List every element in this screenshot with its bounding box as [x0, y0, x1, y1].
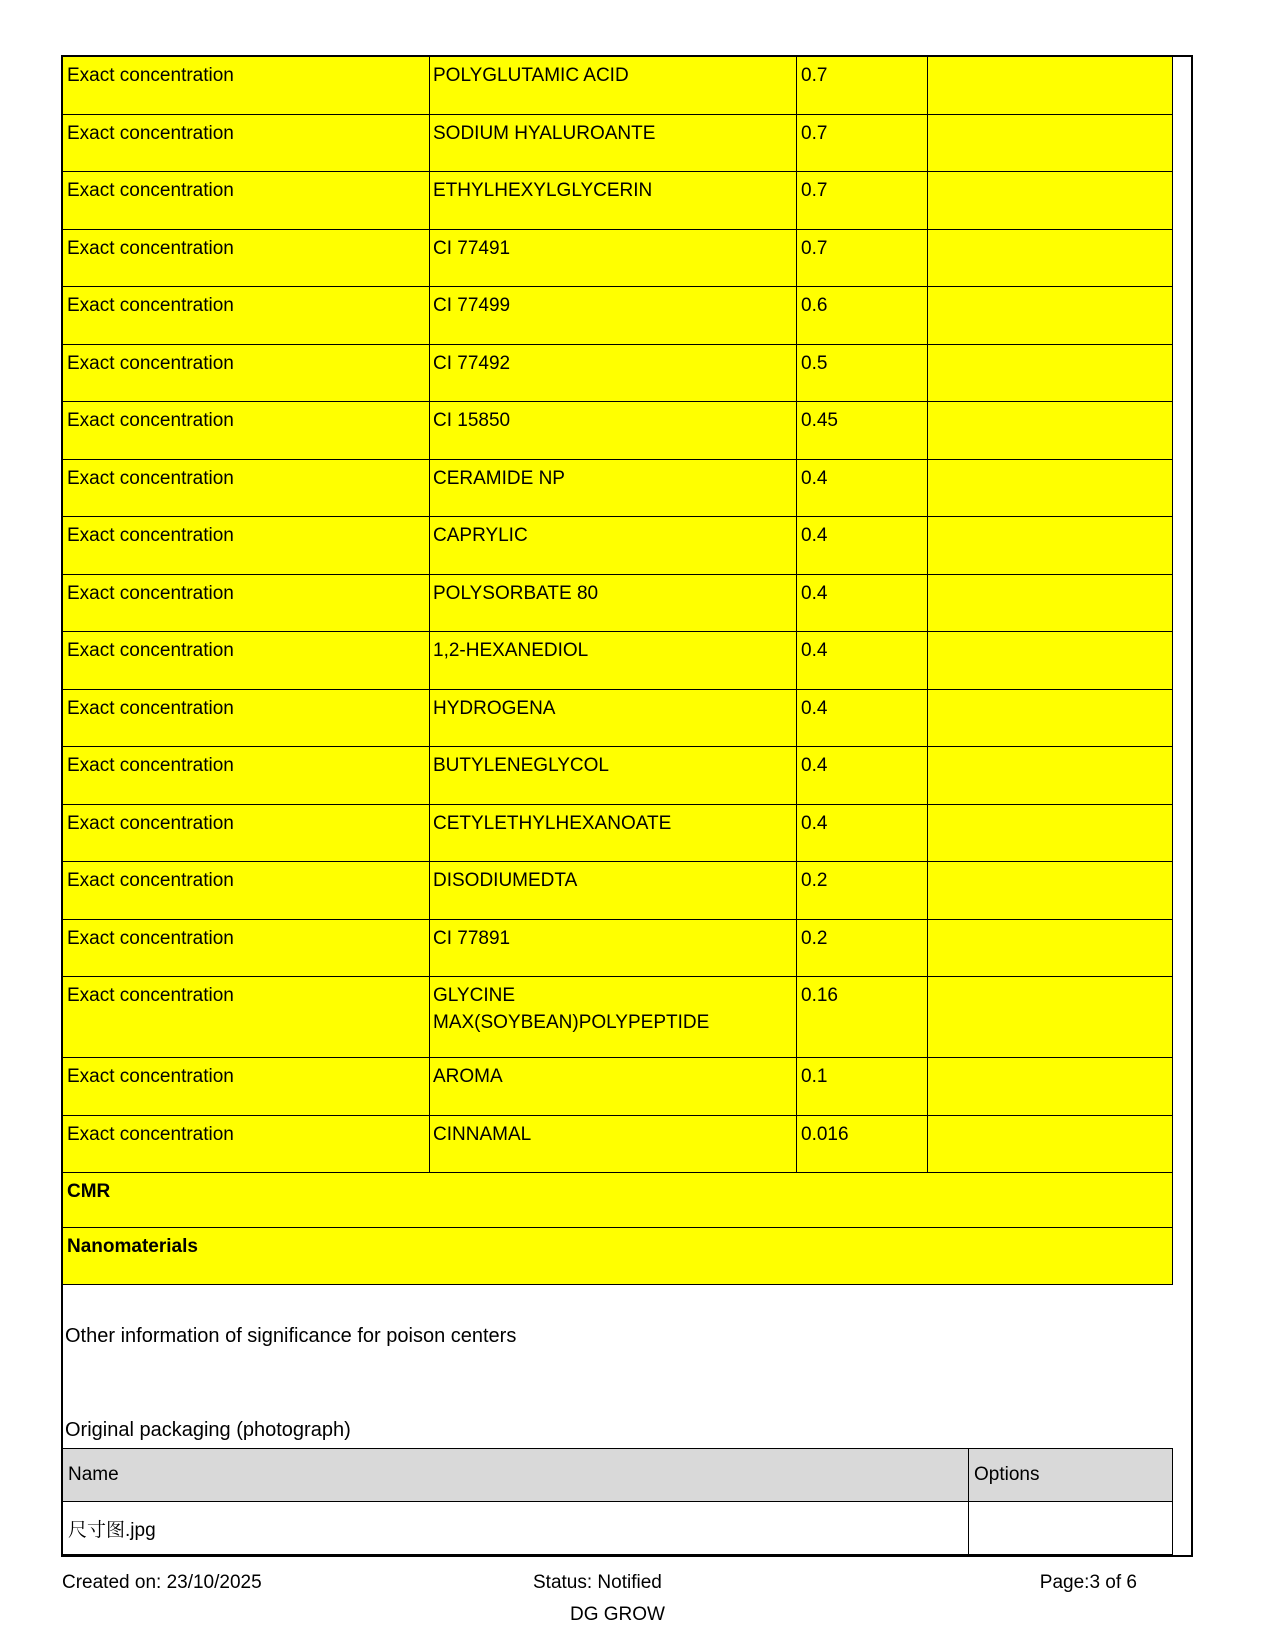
footer-status: Status: Notified	[533, 1572, 662, 1593]
concentration-type-cell: Exact concentration	[63, 172, 430, 230]
empty-cell	[928, 114, 1173, 172]
concentration-value-cell: 0.4	[797, 689, 928, 747]
concentration-type-cell: Exact concentration	[63, 919, 430, 977]
empty-cell	[928, 1115, 1173, 1173]
name-column-header: Name	[63, 1449, 969, 1502]
ingredient-name-cell: ETHYLHEXYLGLYCERIN	[430, 172, 797, 230]
packaging-file-row	[63, 1502, 1173, 1555]
ingredient-name-cell: HYDROGENA	[430, 689, 797, 747]
ingredient-name-cell: CAPRYLIC	[430, 517, 797, 575]
concentration-type-cell: Exact concentration	[63, 689, 430, 747]
empty-cell	[928, 57, 1173, 115]
concentration-type-cell: Exact concentration	[63, 517, 430, 575]
other-information-heading: Other information of significance for poison centers	[65, 1325, 517, 1347]
ingredient-row	[63, 229, 1173, 287]
ingredient-name-cell: DISODIUMEDTA	[430, 862, 797, 920]
concentration-type-cell: Exact concentration	[63, 229, 430, 287]
concentration-value-cell: 0.1	[797, 1058, 928, 1116]
ingredient-row	[63, 57, 1173, 115]
empty-cell	[928, 402, 1173, 460]
concentration-type-cell: Exact concentration	[63, 57, 430, 115]
concentration-type-cell: Exact concentration	[63, 632, 430, 690]
document-border	[61, 55, 1193, 1557]
cmr-label: CMR	[63, 1173, 1173, 1228]
empty-cell	[928, 632, 1173, 690]
ingredient-name-cell: CI 77891	[430, 919, 797, 977]
ingredient-row	[63, 919, 1173, 977]
ingredient-name-cell: GLYCINE MAX(SOYBEAN)POLYPEPTIDE	[430, 977, 797, 1058]
empty-cell	[928, 689, 1173, 747]
ingredient-row	[63, 287, 1173, 345]
empty-cell	[928, 574, 1173, 632]
ingredient-row	[63, 632, 1173, 690]
packaging-header-row	[63, 1449, 1173, 1502]
empty-cell	[928, 1058, 1173, 1116]
concentration-type-cell: Exact concentration	[63, 977, 430, 1058]
ingredient-row	[63, 977, 1173, 1058]
concentration-value-cell: 0.7	[797, 57, 928, 115]
empty-cell	[928, 229, 1173, 287]
ingredient-name-cell: CINNAMAL	[430, 1115, 797, 1173]
ingredient-row	[63, 804, 1173, 862]
concentration-type-cell: Exact concentration	[63, 287, 430, 345]
original-packaging-heading: Original packaging (photograph)	[65, 1419, 351, 1441]
concentration-value-cell: 0.4	[797, 459, 928, 517]
footer-created-on: Created on: 23/10/2025	[62, 1572, 262, 1593]
ingredient-row	[63, 1115, 1173, 1173]
ingredient-name-cell: BUTYLENEGLYCOL	[430, 747, 797, 805]
cmr-row	[63, 1173, 1173, 1228]
concentration-value-cell: 0.16	[797, 977, 928, 1058]
footer-department: DG GROW	[570, 1604, 665, 1625]
concentration-value-cell: 0.5	[797, 344, 928, 402]
nanomaterials-row	[63, 1228, 1173, 1285]
ingredient-row	[63, 114, 1173, 172]
concentration-value-cell: 0.4	[797, 517, 928, 575]
ingredient-name-cell: POLYGLUTAMIC ACID	[430, 57, 797, 115]
empty-cell	[928, 172, 1173, 230]
empty-cell	[928, 919, 1173, 977]
concentration-value-cell: 0.7	[797, 172, 928, 230]
file-options-cell	[969, 1502, 1173, 1555]
ingredient-row	[63, 459, 1173, 517]
empty-cell	[928, 287, 1173, 345]
ingredient-name-cell: AROMA	[430, 1058, 797, 1116]
empty-cell	[928, 517, 1173, 575]
empty-cell	[928, 747, 1173, 805]
concentration-type-cell: Exact concentration	[63, 1115, 430, 1173]
ingredient-name-cell: CI 77492	[430, 344, 797, 402]
ingredient-name-cell: CI 77499	[430, 287, 797, 345]
empty-cell	[928, 459, 1173, 517]
ingredient-name-cell: CETYLETHYLHEXANOATE	[430, 804, 797, 862]
empty-cell	[928, 862, 1173, 920]
empty-cell	[928, 804, 1173, 862]
ingredient-row	[63, 344, 1173, 402]
concentration-type-cell: Exact concentration	[63, 1058, 430, 1116]
concentration-type-cell: Exact concentration	[63, 804, 430, 862]
ingredient-row	[63, 747, 1173, 805]
ingredient-row	[63, 517, 1173, 575]
concentration-type-cell: Exact concentration	[63, 402, 430, 460]
ingredient-name-cell: 1,2-HEXANEDIOL	[430, 632, 797, 690]
ingredient-row	[63, 402, 1173, 460]
file-name-cell: 尺寸图.jpg	[63, 1502, 969, 1555]
concentration-value-cell: 0.7	[797, 229, 928, 287]
ingredient-name-cell: CERAMIDE NP	[430, 459, 797, 517]
empty-cell	[928, 344, 1173, 402]
ingredient-name-cell: CI 15850	[430, 402, 797, 460]
ingredient-row	[63, 574, 1173, 632]
concentration-value-cell: 0.2	[797, 919, 928, 977]
concentration-type-cell: Exact concentration	[63, 344, 430, 402]
concentration-value-cell: 0.4	[797, 747, 928, 805]
concentration-value-cell: 0.6	[797, 287, 928, 345]
ingredient-name-cell: POLYSORBATE 80	[430, 574, 797, 632]
ingredient-name-cell: SODIUM HYALUROANTE	[430, 114, 797, 172]
concentration-type-cell: Exact concentration	[63, 114, 430, 172]
ingredient-row	[63, 1058, 1173, 1116]
concentration-type-cell: Exact concentration	[63, 459, 430, 517]
concentration-value-cell: 0.4	[797, 574, 928, 632]
footer-page-number: Page:3 of 6	[1039, 1572, 1137, 1593]
nanomaterials-label: Nanomaterials	[63, 1228, 1173, 1285]
concentration-value-cell: 0.7	[797, 114, 928, 172]
concentration-type-cell: Exact concentration	[63, 747, 430, 805]
ingredient-row	[63, 172, 1173, 230]
ingredients-table	[62, 56, 1173, 1285]
concentration-value-cell: 0.4	[797, 632, 928, 690]
concentration-value-cell: 0.4	[797, 804, 928, 862]
concentration-type-cell: Exact concentration	[63, 574, 430, 632]
options-column-header: Options	[969, 1449, 1173, 1502]
packaging-table	[62, 1448, 1173, 1555]
ingredient-row	[63, 689, 1173, 747]
concentration-value-cell: 0.2	[797, 862, 928, 920]
concentration-value-cell: 0.45	[797, 402, 928, 460]
ingredient-row	[63, 862, 1173, 920]
concentration-type-cell: Exact concentration	[63, 862, 430, 920]
empty-cell	[928, 977, 1173, 1058]
concentration-value-cell: 0.016	[797, 1115, 928, 1173]
ingredient-name-cell: CI 77491	[430, 229, 797, 287]
